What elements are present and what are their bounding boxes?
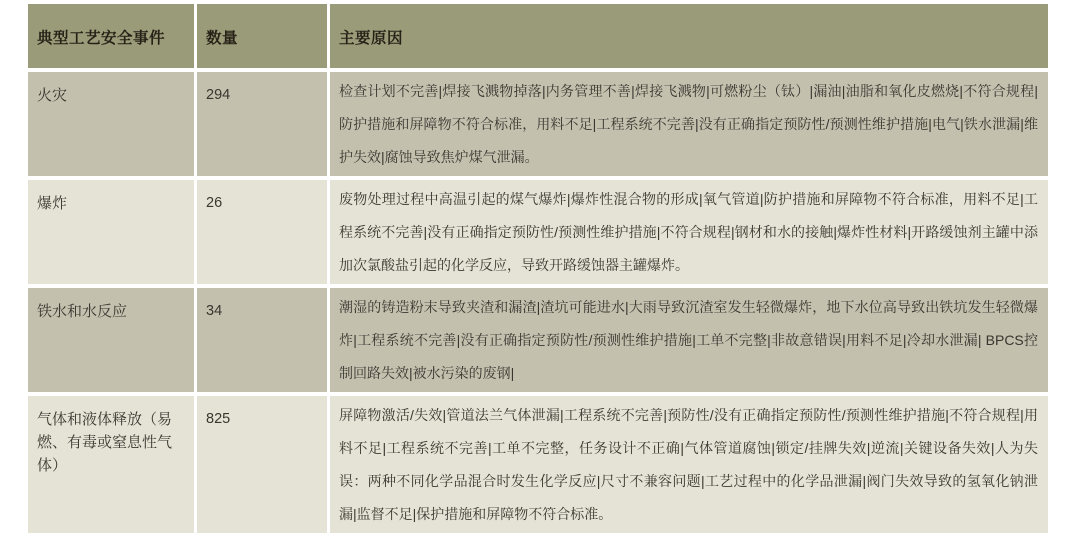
table-row-fire: [28, 72, 1048, 176]
main-causes-cell: 潮湿的铸造粉末导致夹渣和漏渣|渣坑可能进水|大雨导致沉渣室发生轻微爆炸，地下水位高导致出铁坑发生轻微爆炸|工程系统不完善|没有正确指定预防性/预测性维护措施|工单不完整|非故意错误|用料不足|冷却水泄漏| BPCS控制回路失效|被水污染的废钢|: [330, 288, 1048, 392]
count-cell: 294: [197, 72, 327, 176]
event-type-cell: 气体和液体释放（易燃、有毒或窒息性气体）: [28, 396, 194, 533]
column-header-main-causes: 主要原因: [330, 4, 1048, 68]
count-cell: 825: [197, 396, 327, 533]
count-cell: 26: [197, 180, 327, 284]
column-header-event-type: 典型工艺安全事件: [28, 4, 194, 68]
event-type-cell: 火灾: [28, 72, 194, 176]
table-header-row: [28, 4, 1048, 68]
main-causes-cell: 废物处理过程中高温引起的煤气爆炸|爆炸性混合物的形成|氧气管道|防护措施和屏障物不符合标准，用料不足|工程系统不完善|没有正确指定预防性/预测性维护措施|不符合规程|钢材和水的接触|爆炸性材料|开路缓蚀剂主罐中添加次氯酸盐引起的化学反应，导致开路缓蚀器主罐爆炸。: [330, 180, 1048, 284]
count-cell: 34: [197, 288, 327, 392]
column-header-count: 数量: [197, 4, 327, 68]
table-row-explosion: [28, 180, 1048, 284]
table-row-gas-liquid-release: [28, 396, 1048, 533]
table-row-molten-iron-water-reaction: [28, 288, 1048, 392]
main-causes-cell: 屏障物激活/失效|管道法兰气体泄漏|工程系统不完善|预防性/没有正确指定预防性/预测性维护措施|不符合规程|用料不足|工程系统不完善|工单不完整，任务设计不正确|气体管道腐蚀|锁定/挂牌失效|逆流|关键设备失效|人为失误：两种不同化学品混合时发生化学反应|尺寸不兼容问题|工艺过程中的化学品泄漏|阀门失效导致的氢氧化钠泄漏|监督不足|保护措施和屏障物不符合标准。: [330, 396, 1048, 533]
event-type-cell: 铁水和水反应: [28, 288, 194, 392]
process-safety-events-table: [25, 0, 1051, 537]
main-causes-cell: 检查计划不完善|焊接飞溅物掉落|内务管理不善|焊接飞溅物|可燃粉尘（钛）|漏油|油脂和氧化皮燃烧|不符合规程|防护措施和屏障物不符合标准，用料不足|工程系统不完善|没有正确指定预防性/预测性维护措施|电气|铁水泄漏|维护失效|腐蚀导致焦炉煤气泄漏。: [330, 72, 1048, 176]
event-type-cell: 爆炸: [28, 180, 194, 284]
